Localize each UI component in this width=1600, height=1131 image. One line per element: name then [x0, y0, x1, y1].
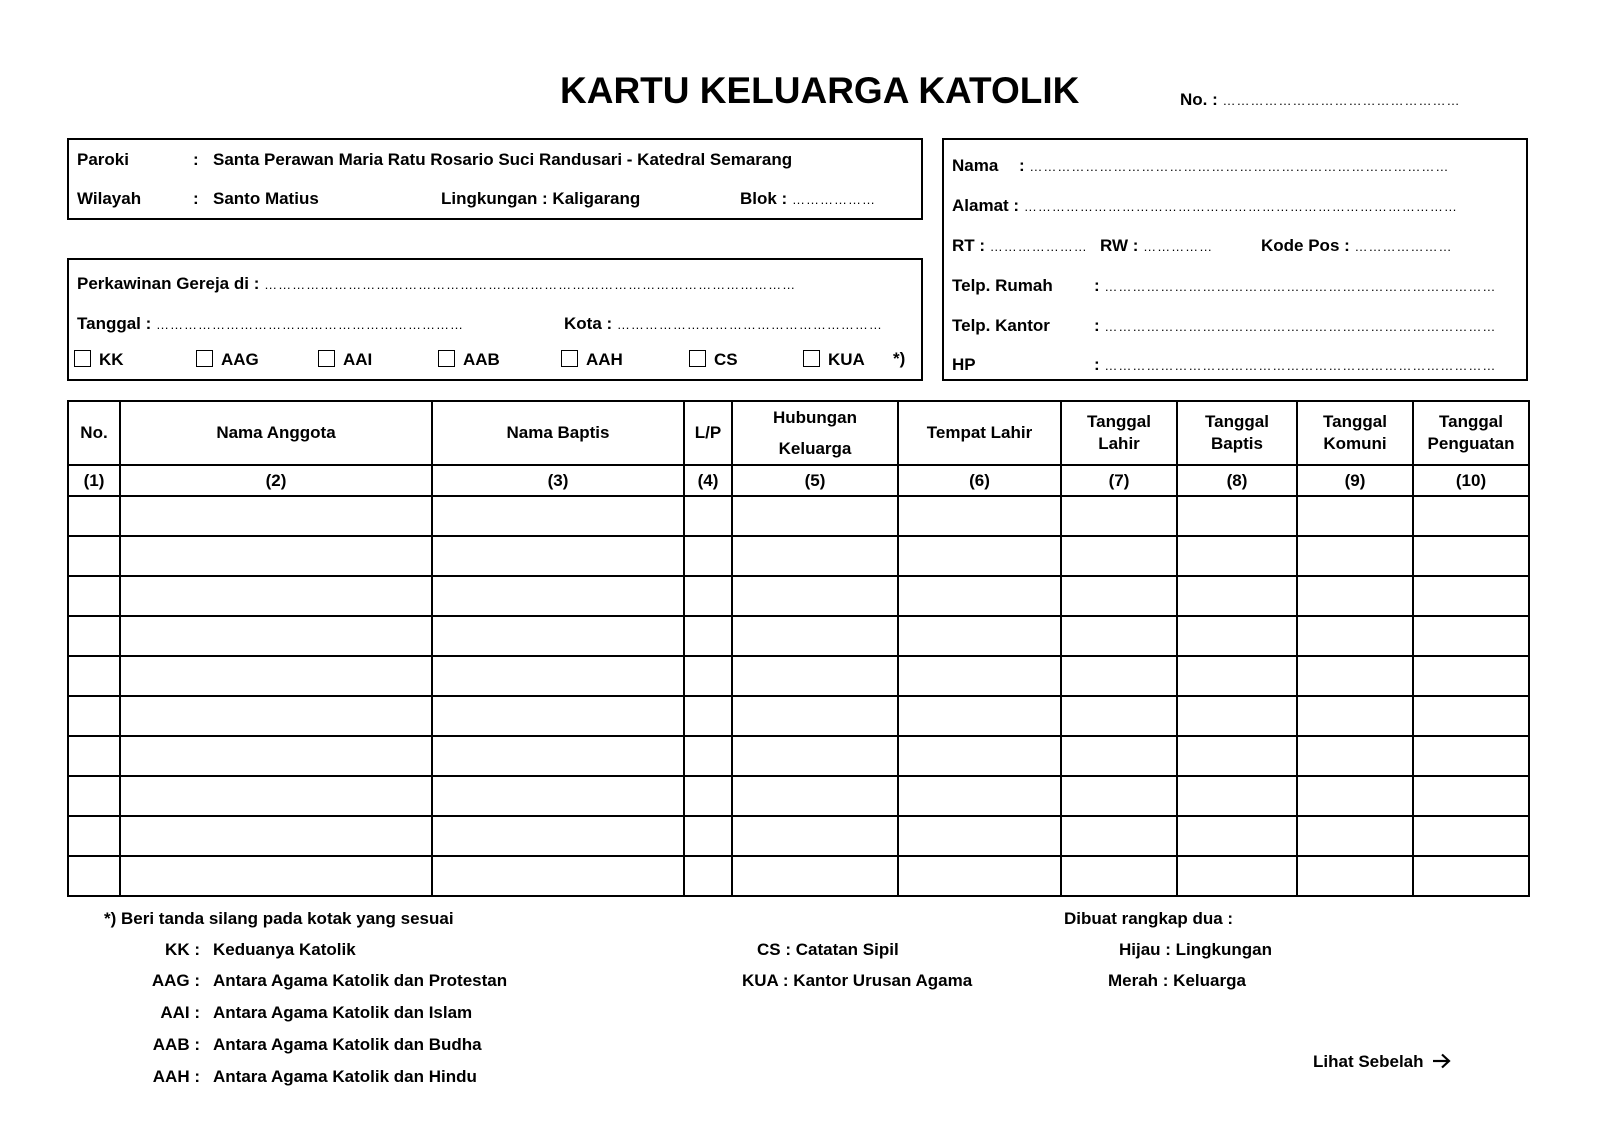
table-cell[interactable]: [1413, 616, 1529, 656]
header-no: No.: [68, 401, 120, 465]
table-cell[interactable]: [1413, 776, 1529, 816]
table-cell[interactable]: [1297, 576, 1413, 616]
table-cell[interactable]: [898, 536, 1061, 576]
table-cell[interactable]: [898, 816, 1061, 856]
table-cell[interactable]: [1061, 776, 1177, 816]
legend-code-aag: AAG :: [151, 971, 200, 990]
table-cell[interactable]: [732, 536, 898, 576]
header-tanggal-penguatan: [1413, 401, 1529, 465]
table-cell[interactable]: [1061, 856, 1177, 896]
copies-label: Dibuat rangkap dua :: [1064, 909, 1234, 928]
table-cell[interactable]: [1061, 736, 1177, 776]
table-cell[interactable]: [684, 696, 732, 736]
card-number-label: No. :: [1180, 90, 1218, 109]
legend-code-aab: AAB :: [152, 1035, 200, 1054]
checkbox-aah-label: AAH: [586, 350, 623, 369]
postal-dots: …………………: [1354, 239, 1453, 254]
table-cell[interactable]: [432, 576, 684, 616]
card-number[interactable]: [1180, 90, 1461, 110]
checkbox-kk-label: KK: [99, 350, 124, 369]
checkbox-cs[interactable]: [689, 350, 738, 370]
table-cell[interactable]: [432, 656, 684, 696]
column-number: (3): [432, 465, 684, 496]
checkbox-aah-box[interactable]: [561, 350, 578, 367]
table-cell[interactable]: [120, 656, 432, 696]
table-cell[interactable]: [684, 816, 732, 856]
table-cell[interactable]: [1177, 776, 1297, 816]
table-cell[interactable]: [1177, 736, 1297, 776]
table-cell[interactable]: [120, 496, 432, 536]
table-cell[interactable]: [898, 736, 1061, 776]
checkbox-aai[interactable]: [318, 350, 372, 370]
table-cell[interactable]: [68, 656, 120, 696]
table-cell[interactable]: [898, 616, 1061, 656]
table-cell[interactable]: [898, 496, 1061, 536]
table-cell[interactable]: [120, 616, 432, 656]
legend-code-aah: AAH :: [152, 1067, 200, 1086]
header-tanggal-baptis: [1177, 401, 1297, 465]
rt-label: RT :: [952, 236, 986, 255]
paroki-value: Santa Perawan Maria Ratu Rosario Suci Randusari - Katedral Semarang: [213, 150, 793, 169]
table-cell[interactable]: [684, 496, 732, 536]
header-tanggal-lahir-text: Tanggal Lahir: [1087, 412, 1151, 453]
checkbox-aab-label: AAB: [463, 350, 500, 369]
table-cell[interactable]: [1413, 576, 1529, 616]
rw-label: RW :: [1100, 236, 1139, 255]
table-cell[interactable]: [1177, 536, 1297, 576]
table-cell[interactable]: [1177, 696, 1297, 736]
table-cell[interactable]: [1297, 536, 1413, 576]
hp-label: HP: [952, 355, 976, 374]
table-cell[interactable]: [1413, 536, 1529, 576]
table-cell[interactable]: [1061, 496, 1177, 536]
table-cell[interactable]: [120, 536, 432, 576]
column-number: (6): [898, 465, 1061, 496]
city-dots: …………………………………………………: [616, 317, 883, 332]
header-tanggal-lahir: [1061, 401, 1177, 465]
table-cell[interactable]: [1297, 856, 1413, 896]
date-label: Tanggal :: [77, 314, 152, 333]
table-cell[interactable]: [898, 856, 1061, 896]
table-cell[interactable]: [1413, 816, 1529, 856]
table-cell[interactable]: [432, 536, 684, 576]
table-cell[interactable]: [684, 856, 732, 896]
address-field[interactable]: [952, 196, 1458, 216]
table-cell[interactable]: [68, 536, 120, 576]
table-cell[interactable]: [1177, 816, 1297, 856]
table-cell[interactable]: [432, 496, 684, 536]
table-cell[interactable]: [898, 576, 1061, 616]
hp-dots: …………………………………………………………………………: [1104, 358, 1497, 373]
table-cell[interactable]: [684, 576, 732, 616]
table-cell[interactable]: [898, 696, 1061, 736]
name-label: Nama: [952, 156, 999, 175]
header-row: [68, 401, 1529, 465]
table-cell[interactable]: [684, 536, 732, 576]
paroki-colon: :: [193, 150, 199, 169]
header-tanggal-komuni-text: Tanggal Komuni: [1323, 412, 1387, 453]
table-cell[interactable]: [68, 616, 120, 656]
page-title: KARTU KELUARGA KATOLIK: [560, 70, 1080, 111]
column-number: (10): [1413, 465, 1529, 496]
checkbox-cs-box[interactable]: [689, 350, 706, 367]
see-next-link[interactable]: [1313, 1052, 1452, 1072]
table-cell[interactable]: [1297, 496, 1413, 536]
address-dots: …………………………………………………………………………………: [1023, 199, 1458, 214]
table-cell[interactable]: [684, 736, 732, 776]
home-phone-dots: …………………………………………………………………………: [1104, 279, 1497, 294]
table-cell[interactable]: [1177, 656, 1297, 696]
checkbox-aag[interactable]: [196, 350, 259, 370]
checkbox-cs-label: CS: [714, 350, 738, 369]
blok-field[interactable]: [740, 189, 876, 209]
checkbox-aag-label: AAG: [221, 350, 259, 369]
checkbox-aab[interactable]: [438, 350, 500, 370]
checkbox-kk-box[interactable]: [74, 350, 91, 367]
table-row: [68, 816, 1529, 856]
checkbox-kua-label: KUA: [828, 350, 865, 369]
column-number-row: [68, 465, 1529, 496]
home-phone-field[interactable]: : …………………………………………………………………………: [1094, 276, 1497, 295]
header-hubungan-keluarga: [732, 401, 898, 465]
table-row: [68, 736, 1529, 776]
column-number: (1): [68, 465, 120, 496]
rw-field[interactable]: [1100, 236, 1213, 256]
table-cell[interactable]: [898, 776, 1061, 816]
table-cell[interactable]: [120, 576, 432, 616]
table-row: [68, 776, 1529, 816]
church-label: Perkawinan Gereja di :: [77, 274, 260, 293]
table-cell[interactable]: [684, 656, 732, 696]
copy-green: Hijau : Lingkungan: [1119, 940, 1272, 959]
legend-desc-aai: Antara Agama Katolik dan Islam: [213, 1003, 473, 1022]
office-phone-label: Telp. Kantor: [952, 316, 1050, 335]
table-cell[interactable]: [68, 696, 120, 736]
table-cell[interactable]: [1413, 736, 1529, 776]
home-phone-label: Telp. Rumah: [952, 276, 1053, 295]
table-cell[interactable]: [1061, 536, 1177, 576]
table-cell[interactable]: [1177, 856, 1297, 896]
table-cell[interactable]: [1297, 736, 1413, 776]
table-cell[interactable]: [684, 616, 732, 656]
church-dots: ……………………………………………………………………………………………………: [264, 277, 797, 292]
paroki-label: Paroki: [77, 150, 129, 169]
legend-code-aai: AAI :: [160, 1003, 200, 1022]
table-cell[interactable]: [120, 696, 432, 736]
table-cell[interactable]: [1297, 816, 1413, 856]
table-cell[interactable]: [120, 776, 432, 816]
blok-dots: ………………: [791, 192, 876, 207]
city-field[interactable]: [564, 314, 883, 334]
wilayah-value: Santo Matius: [213, 189, 319, 208]
table-cell[interactable]: [684, 776, 732, 816]
lingkungan-value: Lingkungan : Kaligarang: [441, 189, 641, 208]
table-cell[interactable]: [1177, 616, 1297, 656]
table-cell[interactable]: [732, 696, 898, 736]
table-cell[interactable]: [1061, 616, 1177, 656]
table-cell[interactable]: [432, 816, 684, 856]
checkbox-kua-box[interactable]: [803, 350, 820, 367]
checkbox-kua[interactable]: [803, 350, 865, 370]
hp-field[interactable]: : …………………………………………………………………………: [1094, 355, 1497, 374]
table-cell[interactable]: [1297, 616, 1413, 656]
name-dots: ………………………………………………………………………………: [1029, 159, 1450, 174]
see-next-label: Lihat Sebelah: [1313, 1052, 1424, 1071]
table-row: [68, 656, 1529, 696]
table-cell[interactable]: [1177, 576, 1297, 616]
header-hubungan-keluarga-text: Hubungan Keluarga: [772, 408, 858, 458]
table-cell[interactable]: [120, 856, 432, 896]
table-cell[interactable]: [432, 776, 684, 816]
table-row: [68, 616, 1529, 656]
date-dots: …………………………………………………………: [156, 317, 465, 332]
table-cell[interactable]: [432, 856, 684, 896]
table-cell[interactable]: [1061, 696, 1177, 736]
header-tempat-lahir: Tempat Lahir: [898, 401, 1061, 465]
header-nama-anggota: Nama Anggota: [120, 401, 432, 465]
table-cell[interactable]: [432, 696, 684, 736]
table-cell[interactable]: [732, 576, 898, 616]
column-number: (5): [732, 465, 898, 496]
header-tanggal-penguatan-text: Tanggal Penguatan: [1427, 412, 1515, 453]
members-table: [67, 400, 1530, 897]
table-cell[interactable]: [1061, 576, 1177, 616]
table-cell[interactable]: [432, 736, 684, 776]
table-cell[interactable]: [68, 496, 120, 536]
table-cell[interactable]: [1413, 696, 1529, 736]
legend-desc-kk: Keduanya Katolik: [213, 940, 356, 959]
table-cell[interactable]: [732, 616, 898, 656]
table-cell[interactable]: [1177, 496, 1297, 536]
header-lp: L/P: [684, 401, 732, 465]
table-row: [68, 696, 1529, 736]
table-cell[interactable]: [120, 736, 432, 776]
table-cell[interactable]: [1413, 856, 1529, 896]
table-cell[interactable]: [1297, 696, 1413, 736]
legend-kua: KUA : Kantor Urusan Agama: [742, 971, 973, 990]
church-field[interactable]: [77, 274, 796, 294]
table-cell[interactable]: [898, 656, 1061, 696]
postal-field[interactable]: [1261, 236, 1453, 256]
name-field[interactable]: : ………………………………………………………………………………: [1019, 156, 1450, 175]
table-cell[interactable]: [68, 576, 120, 616]
table-cell[interactable]: [68, 816, 120, 856]
legend-desc-aag: Antara Agama Katolik dan Protestan: [213, 971, 508, 990]
blok-label: Blok :: [740, 189, 788, 208]
checkbox-aai-label: AAI: [343, 350, 373, 369]
city-label: Kota :: [564, 314, 613, 333]
table-cell[interactable]: [1061, 656, 1177, 696]
table-cell[interactable]: [68, 736, 120, 776]
table-row: [68, 576, 1529, 616]
arrow-right-icon: [1432, 1053, 1452, 1069]
checkbox-aah[interactable]: [561, 350, 623, 370]
header-tanggal-baptis-text: Tanggal Baptis: [1205, 412, 1269, 453]
checkbox-kk[interactable]: [74, 350, 124, 370]
date-field[interactable]: [77, 314, 464, 334]
checkbox-aai-box[interactable]: [318, 350, 335, 367]
rt-field[interactable]: [952, 236, 1088, 256]
legend-desc-aah: Antara Agama Katolik dan Hindu: [213, 1067, 477, 1086]
checkbox-aag-box[interactable]: [196, 350, 213, 367]
wilayah-colon: :: [193, 189, 199, 208]
table-cell[interactable]: [732, 816, 898, 856]
table-row: [68, 856, 1529, 896]
table-row: [68, 536, 1529, 576]
legend-desc-aab: Antara Agama Katolik dan Budha: [213, 1035, 482, 1054]
table-cell[interactable]: [732, 856, 898, 896]
table-cell[interactable]: [68, 776, 120, 816]
office-phone-field[interactable]: : …………………………………………………………………………: [1094, 316, 1497, 335]
table-cell[interactable]: [1297, 656, 1413, 696]
wilayah-label: Wilayah: [77, 189, 142, 208]
table-cell[interactable]: [120, 816, 432, 856]
table-cell[interactable]: [68, 856, 120, 896]
column-number: (8): [1177, 465, 1297, 496]
rt-dots: …………………: [989, 239, 1088, 254]
header-nama-baptis: Nama Baptis: [432, 401, 684, 465]
table-cell[interactable]: [732, 736, 898, 776]
table-row: [68, 496, 1529, 536]
legend-cs: CS : Catatan Sipil: [757, 940, 899, 959]
table-cell[interactable]: [1413, 656, 1529, 696]
legend-note: *) Beri tanda silang pada kotak yang sesuai: [104, 909, 454, 928]
column-number: (7): [1061, 465, 1177, 496]
card-number-dots: ……………………………………………: [1222, 93, 1461, 108]
address-label: Alamat :: [952, 196, 1020, 215]
rw-dots: ……………: [1143, 239, 1214, 254]
office-phone-dots: …………………………………………………………………………: [1104, 319, 1497, 334]
footnote-mark: *): [893, 349, 906, 368]
table-cell[interactable]: [1297, 776, 1413, 816]
checkbox-aab-box[interactable]: [438, 350, 455, 367]
table-cell[interactable]: [1413, 496, 1529, 536]
table-cell[interactable]: [732, 776, 898, 816]
legend-code-kk: KK :: [165, 940, 200, 959]
column-number: (2): [120, 465, 432, 496]
postal-label: Kode Pos :: [1261, 236, 1350, 255]
table-cell[interactable]: [732, 656, 898, 696]
table-cell[interactable]: [732, 496, 898, 536]
column-number: (4): [684, 465, 732, 496]
copy-red: Merah : Keluarga: [1108, 971, 1246, 990]
column-number: (9): [1297, 465, 1413, 496]
table-cell[interactable]: [1061, 816, 1177, 856]
header-tanggal-komuni: [1297, 401, 1413, 465]
table-cell[interactable]: [432, 616, 684, 656]
